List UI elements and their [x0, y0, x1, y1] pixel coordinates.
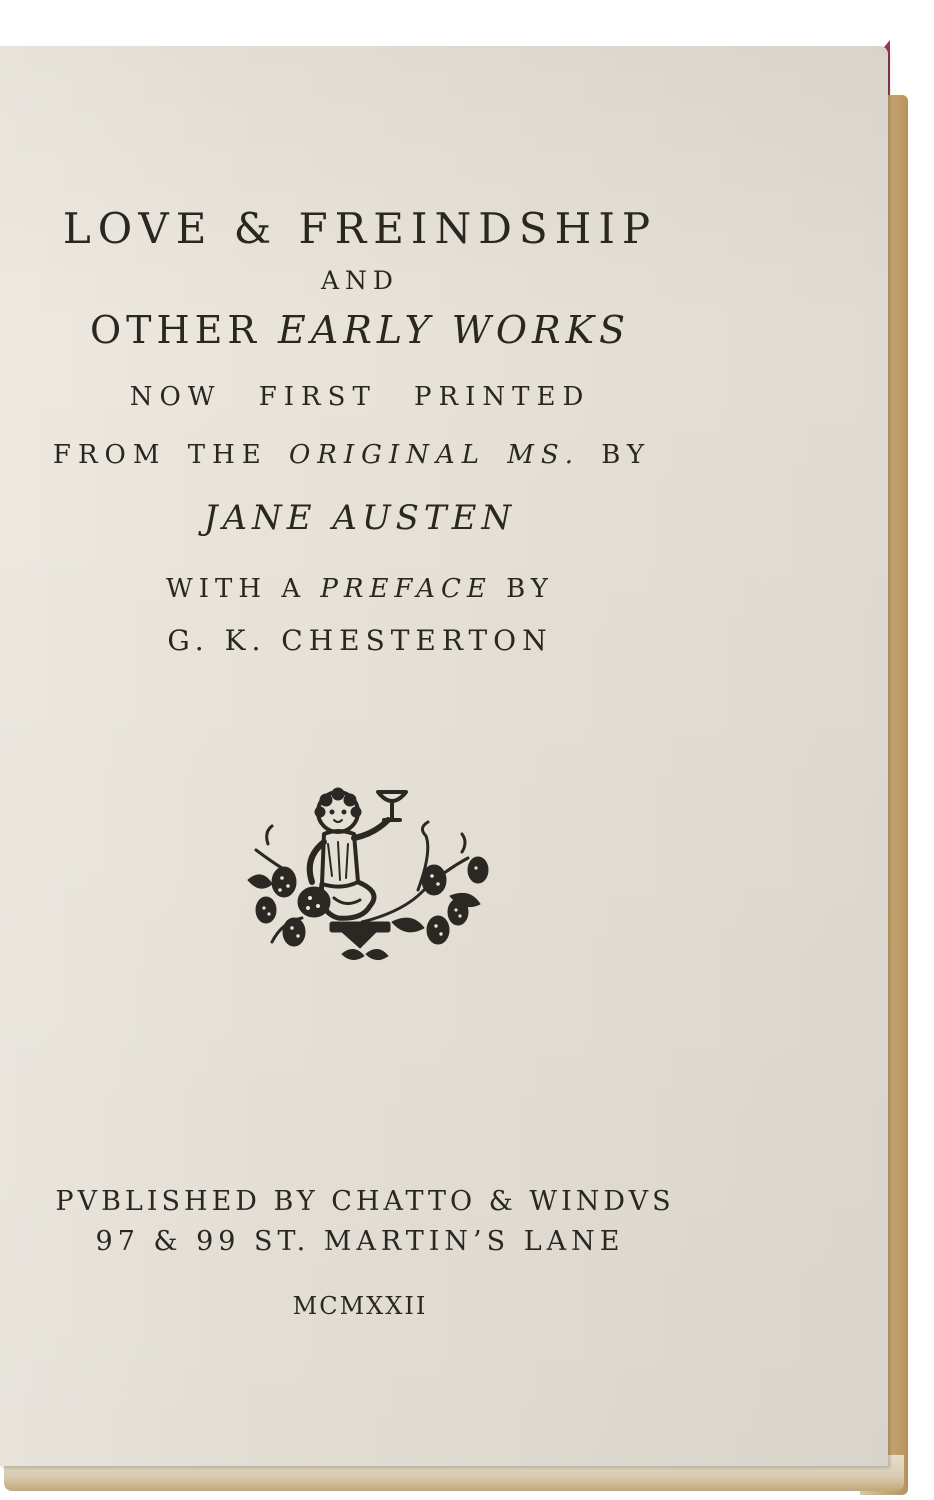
subtitle	[0, 308, 720, 352]
book-title: LOVE & FREINDSHIP	[62, 204, 658, 253]
cherub-vignette-icon	[242, 772, 492, 972]
from-by: BY	[580, 440, 652, 470]
with-preface	[0, 574, 720, 604]
publisher-line: PVBLISHED BY CHATTO & WINDVS	[55, 1186, 675, 1217]
author-name: JANE AUSTEN	[203, 498, 517, 538]
title-page	[0, 46, 888, 1466]
now-first-printed: NOW FIRST PRINTED	[129, 382, 591, 412]
title-and: AND	[321, 266, 399, 295]
address-line: 97 & 99 ST. MARTIN’S LANE	[95, 1226, 625, 1257]
with-roman: WITH A	[166, 574, 321, 604]
from-roman: FROM THE	[52, 440, 289, 470]
subtitle-roman: OTHER	[89, 308, 279, 352]
with-by: BY	[491, 574, 554, 604]
from-original-ms	[0, 440, 712, 470]
from-italic: ORIGINAL MS.	[288, 440, 581, 470]
publication-year: MCMXXII	[292, 1292, 428, 1320]
subtitle-italic: EARLY WORKS	[278, 308, 631, 352]
preface-author: G. K. CHESTERTON	[167, 624, 553, 657]
with-italic: PREFACE	[320, 574, 492, 604]
